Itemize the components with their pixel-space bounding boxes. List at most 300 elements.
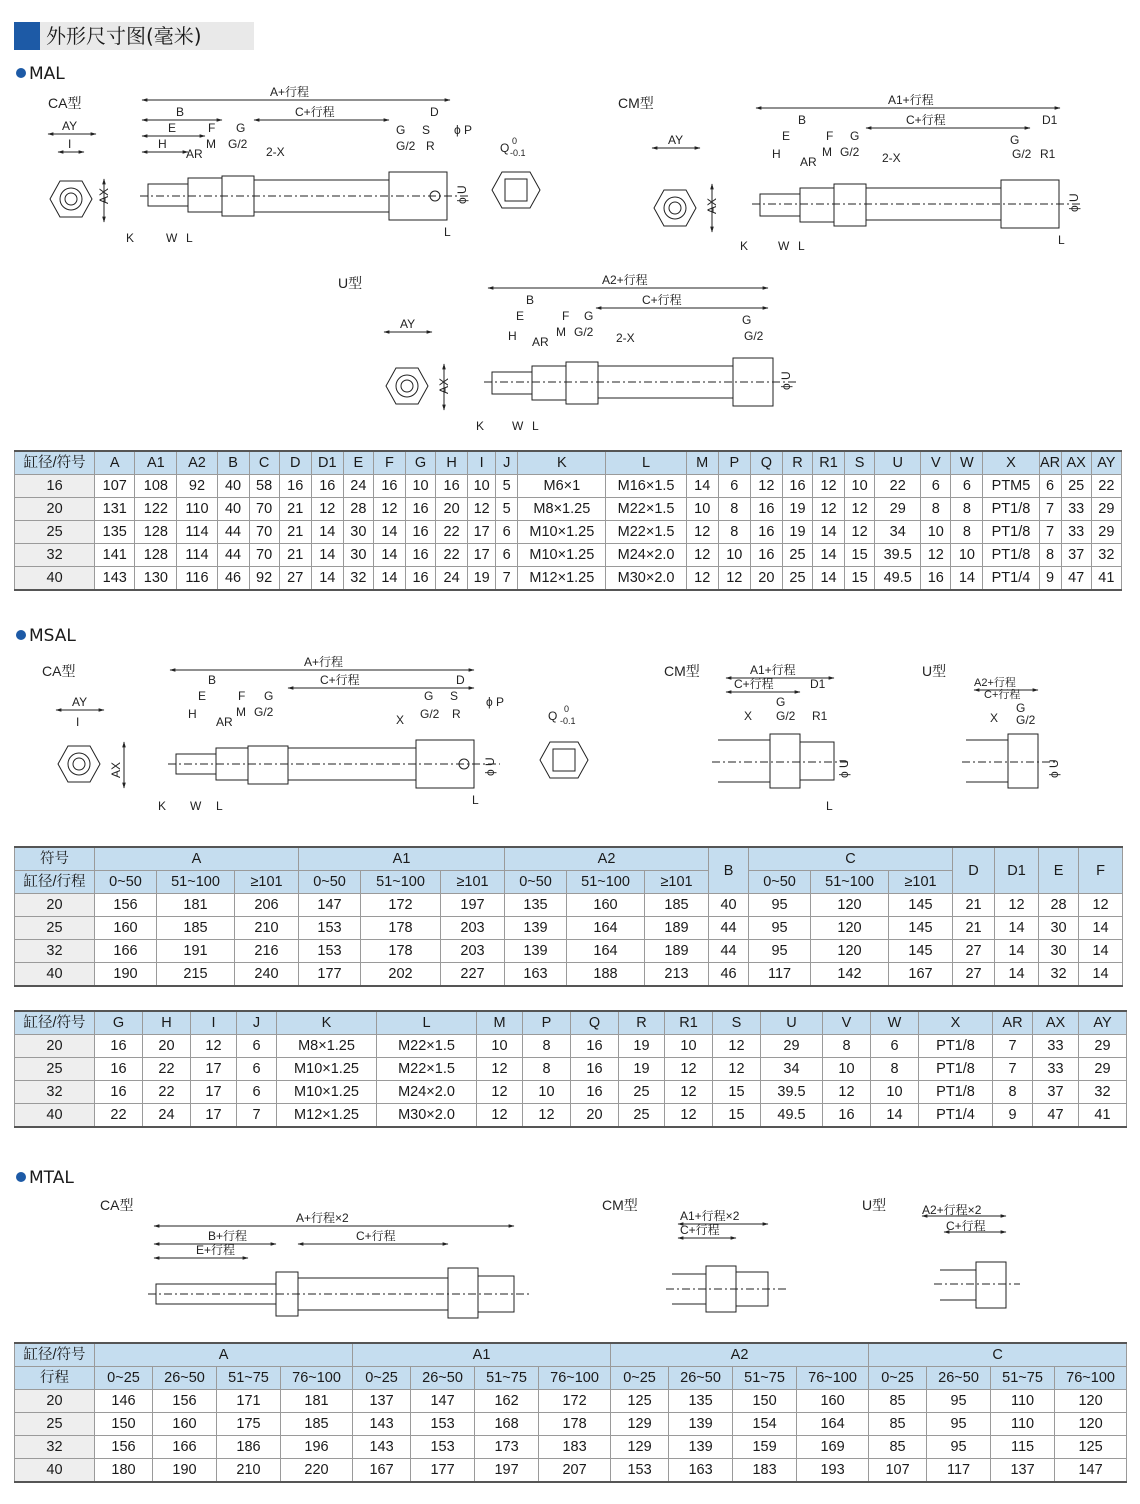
svg-text:2-X: 2-X bbox=[616, 331, 635, 345]
table-cell: 139 bbox=[669, 1413, 733, 1436]
table-cell: 14 bbox=[812, 567, 844, 591]
column-header: F bbox=[373, 451, 405, 475]
mal-u-label: U型 bbox=[338, 275, 363, 291]
svg-text:I: I bbox=[76, 715, 80, 729]
table-cell: 41 bbox=[1091, 567, 1121, 591]
table-cell: 190 bbox=[95, 963, 157, 987]
table-cell: 164 bbox=[567, 940, 645, 963]
svg-text:2-X: 2-X bbox=[882, 151, 901, 165]
table-cell: 6 bbox=[237, 1035, 277, 1058]
svg-text:X: X bbox=[990, 711, 999, 725]
table-cell: 17 bbox=[191, 1081, 237, 1104]
row-header: 32 bbox=[15, 544, 95, 567]
svg-text:G/2: G/2 bbox=[228, 137, 248, 151]
table-cell: 120 bbox=[811, 894, 889, 917]
table-row bbox=[15, 1104, 1127, 1128]
column-header: P bbox=[718, 451, 750, 475]
table-cell: 92 bbox=[249, 567, 279, 591]
table-cell: 16 bbox=[750, 498, 782, 521]
table-cell: 202 bbox=[361, 963, 441, 987]
table-cell: 135 bbox=[505, 894, 567, 917]
svg-text:A1+行程×2: A1+行程×2 bbox=[680, 1209, 740, 1223]
table-cell: 12 bbox=[845, 521, 875, 544]
table-row bbox=[15, 1390, 1127, 1413]
svg-text:0: 0 bbox=[564, 704, 570, 714]
group-header: B bbox=[709, 847, 749, 894]
table-cell: 14 bbox=[1079, 917, 1123, 940]
range-header: 0~50 bbox=[299, 871, 361, 894]
table-cell: 10 bbox=[718, 544, 750, 567]
table-cell: 164 bbox=[567, 917, 645, 940]
mtal-drawings bbox=[0, 1192, 1140, 1332]
table-cell: 39.5 bbox=[875, 544, 921, 567]
group-header: D1 bbox=[995, 847, 1039, 894]
column-header: L bbox=[606, 451, 686, 475]
table-cell: 147 bbox=[1055, 1459, 1127, 1483]
header-square-icon bbox=[14, 22, 40, 50]
table-cell: 29 bbox=[1079, 1035, 1127, 1058]
table-cell: 120 bbox=[1055, 1390, 1127, 1413]
table-cell: 40 bbox=[217, 475, 249, 498]
table-cell: 14 bbox=[995, 940, 1039, 963]
table-cell: 15 bbox=[845, 544, 875, 567]
table-cell: 12 bbox=[686, 544, 718, 567]
group-header: C bbox=[869, 1343, 1127, 1367]
table-cell: 37 bbox=[1061, 544, 1091, 567]
mal-cm-label: CM型 bbox=[618, 95, 654, 111]
svg-text:AY: AY bbox=[62, 119, 78, 133]
svg-text:E: E bbox=[516, 309, 525, 323]
table-cell: 21 bbox=[953, 917, 995, 940]
range-header: 51~75 bbox=[991, 1367, 1055, 1390]
table-cell: 12 bbox=[686, 567, 718, 591]
range-header: 51~75 bbox=[217, 1367, 281, 1390]
column-header: S bbox=[713, 1011, 761, 1035]
group-header: A1 bbox=[353, 1343, 611, 1367]
group-header: A bbox=[95, 1343, 353, 1367]
mal-cm-cylinder bbox=[740, 93, 1081, 253]
table-cell: 27 bbox=[953, 963, 995, 987]
table-cell: 171 bbox=[217, 1390, 281, 1413]
column-header: 缸径/行程 bbox=[15, 871, 95, 894]
table-cell: 173 bbox=[475, 1436, 539, 1459]
svg-text:L: L bbox=[186, 231, 193, 245]
row-header: 25 bbox=[15, 1058, 95, 1081]
table-cell: 17 bbox=[468, 544, 496, 567]
svg-text:ϕ U: ϕ U bbox=[779, 371, 793, 390]
table-cell: 117 bbox=[927, 1459, 991, 1483]
column-header: AR bbox=[1039, 451, 1061, 475]
row-header: 20 bbox=[15, 1390, 95, 1413]
svg-text:A1+行程: A1+行程 bbox=[750, 663, 796, 677]
table-cell: 137 bbox=[353, 1390, 411, 1413]
table-cell: 160 bbox=[797, 1390, 869, 1413]
row-header: 40 bbox=[15, 1104, 95, 1128]
table-cell: 24 bbox=[436, 567, 468, 591]
table-cell: 12 bbox=[823, 1081, 871, 1104]
table-cell: 178 bbox=[361, 940, 441, 963]
range-header: 51~100 bbox=[567, 871, 645, 894]
table-cell: 206 bbox=[235, 894, 299, 917]
table-cell: 8 bbox=[718, 521, 750, 544]
table-cell: 6 bbox=[718, 475, 750, 498]
svg-text:-0.1: -0.1 bbox=[510, 148, 526, 158]
table-cell: 40 bbox=[217, 498, 249, 521]
table-cell: 180 bbox=[95, 1459, 153, 1483]
table-cell: 33 bbox=[1033, 1058, 1079, 1081]
svg-text:C+行程: C+行程 bbox=[320, 673, 360, 687]
svg-text:S: S bbox=[450, 689, 459, 703]
table-cell: 16 bbox=[95, 1035, 143, 1058]
table-cell: 141 bbox=[95, 544, 135, 567]
column-header: X bbox=[983, 451, 1039, 475]
table-cell: 9 bbox=[1039, 567, 1061, 591]
svg-text:D1: D1 bbox=[810, 677, 826, 691]
table-cell: 25 bbox=[619, 1081, 665, 1104]
msal-dimension-table-1 bbox=[14, 846, 1123, 987]
table-cell: 7 bbox=[993, 1035, 1033, 1058]
table-cell: 32 bbox=[1039, 963, 1079, 987]
table-cell: 70 bbox=[249, 521, 279, 544]
column-header: K bbox=[277, 1011, 377, 1035]
column-header: AX bbox=[1061, 451, 1091, 475]
table-cell: 8 bbox=[523, 1035, 571, 1058]
table-cell: 203 bbox=[441, 917, 505, 940]
table-cell: 19 bbox=[782, 521, 812, 544]
table-cell: 25 bbox=[619, 1104, 665, 1128]
table-cell: 12 bbox=[477, 1081, 523, 1104]
table-cell: 143 bbox=[95, 567, 135, 591]
table-cell: 95 bbox=[749, 940, 811, 963]
table-cell: 185 bbox=[157, 917, 235, 940]
table-cell: 213 bbox=[645, 963, 709, 987]
svg-text:Q: Q bbox=[548, 709, 558, 723]
table-cell: 130 bbox=[135, 567, 177, 591]
table-cell: 29 bbox=[875, 498, 921, 521]
table-cell: 8 bbox=[921, 498, 951, 521]
table-cell: 160 bbox=[153, 1413, 217, 1436]
table-cell: 210 bbox=[235, 917, 299, 940]
group-header: D bbox=[953, 847, 995, 894]
table-cell: 8 bbox=[871, 1058, 919, 1081]
table-cell: 8 bbox=[1039, 544, 1061, 567]
table-cell: 115 bbox=[991, 1436, 1055, 1459]
range-header: 26~50 bbox=[153, 1367, 217, 1390]
table-cell: 22 bbox=[1091, 475, 1121, 498]
table-cell: 27 bbox=[279, 567, 311, 591]
table-cell: M6×1 bbox=[518, 475, 606, 498]
table-cell: 22 bbox=[95, 1104, 143, 1128]
column-header: D bbox=[279, 451, 311, 475]
column-header: C bbox=[249, 451, 279, 475]
msal-cm-label: CM型 bbox=[664, 663, 700, 679]
column-header: M bbox=[477, 1011, 523, 1035]
table-cell: 108 bbox=[135, 475, 177, 498]
msal-dimension-table-2 bbox=[14, 1010, 1127, 1128]
table-cell: 203 bbox=[441, 940, 505, 963]
range-header: 51~75 bbox=[733, 1367, 797, 1390]
table-row bbox=[15, 498, 1122, 521]
svg-text:L: L bbox=[798, 239, 805, 253]
table-cell: M24×2.0 bbox=[377, 1081, 477, 1104]
table-cell: 172 bbox=[361, 894, 441, 917]
table-cell: 30 bbox=[343, 544, 373, 567]
range-header: 76~100 bbox=[281, 1367, 353, 1390]
svg-text:-0.1: -0.1 bbox=[560, 716, 576, 726]
column-header: 缸径/符号 bbox=[15, 1011, 95, 1035]
svg-text:H: H bbox=[772, 147, 781, 161]
table-cell: 181 bbox=[281, 1390, 353, 1413]
table-cell: M10×1.25 bbox=[518, 521, 606, 544]
table-cell: 107 bbox=[869, 1459, 927, 1483]
table-cell: 32 bbox=[343, 567, 373, 591]
group-header: C bbox=[749, 847, 953, 871]
svg-text:G: G bbox=[424, 689, 434, 703]
svg-text:A2+行程×2: A2+行程×2 bbox=[922, 1203, 982, 1217]
table-cell: 139 bbox=[669, 1436, 733, 1459]
svg-text:G/2: G/2 bbox=[420, 707, 440, 721]
column-header: B bbox=[217, 451, 249, 475]
range-header: 51~100 bbox=[811, 871, 889, 894]
table-row bbox=[15, 1459, 1127, 1483]
svg-text:B: B bbox=[798, 113, 807, 127]
svg-text:A2+行程: A2+行程 bbox=[974, 677, 1016, 689]
table-cell: 146 bbox=[95, 1390, 153, 1413]
table-cell: 12 bbox=[995, 894, 1039, 917]
table-cell: 177 bbox=[411, 1459, 475, 1483]
table-cell: 14 bbox=[995, 963, 1039, 987]
range-header: 0~50 bbox=[505, 871, 567, 894]
table-row bbox=[15, 1436, 1127, 1459]
table-cell: 29 bbox=[761, 1035, 823, 1058]
table-cell: 34 bbox=[761, 1058, 823, 1081]
row-header: 32 bbox=[15, 1436, 95, 1459]
svg-text:G/2: G/2 bbox=[840, 145, 860, 159]
table-cell: PT1/8 bbox=[983, 521, 1039, 544]
column-header: A2 bbox=[177, 451, 217, 475]
table-cell: 34 bbox=[875, 521, 921, 544]
range-header: 76~100 bbox=[797, 1367, 869, 1390]
svg-text:C+行程: C+行程 bbox=[984, 689, 1021, 701]
range-header: 0~25 bbox=[869, 1367, 927, 1390]
table-cell: 70 bbox=[249, 498, 279, 521]
table-cell: 49.5 bbox=[761, 1104, 823, 1128]
table-cell: 22 bbox=[436, 544, 468, 567]
mtal-ca-label: CA型 bbox=[100, 1197, 134, 1213]
table-cell: 189 bbox=[645, 940, 709, 963]
table-cell: 47 bbox=[1033, 1104, 1079, 1128]
table-cell: PT1/8 bbox=[983, 544, 1039, 567]
svg-text:AY: AY bbox=[400, 317, 416, 331]
table-cell: 14 bbox=[311, 567, 343, 591]
svg-text:X: X bbox=[396, 713, 405, 727]
table-cell: 21 bbox=[279, 544, 311, 567]
table-cell: 16 bbox=[373, 475, 405, 498]
table-cell: 120 bbox=[1055, 1413, 1127, 1436]
table-cell: M10×1.25 bbox=[277, 1058, 377, 1081]
table-cell: 145 bbox=[889, 940, 953, 963]
svg-text:G: G bbox=[1010, 133, 1020, 147]
table-cell: 128 bbox=[135, 544, 177, 567]
table-cell: 172 bbox=[539, 1390, 611, 1413]
table-cell: 12 bbox=[812, 498, 844, 521]
table-cell: 16 bbox=[279, 475, 311, 498]
svg-text:D1: D1 bbox=[1042, 113, 1058, 127]
table-cell: 16 bbox=[571, 1035, 619, 1058]
column-header: D1 bbox=[311, 451, 343, 475]
column-header: AY bbox=[1091, 451, 1121, 475]
svg-text:G: G bbox=[264, 689, 274, 703]
table-cell: 193 bbox=[797, 1459, 869, 1483]
table-cell: M30×2.0 bbox=[606, 567, 686, 591]
range-header: 26~50 bbox=[927, 1367, 991, 1390]
svg-text:A+行程: A+行程 bbox=[304, 655, 344, 669]
table-cell: 19 bbox=[782, 498, 812, 521]
column-header: R bbox=[782, 451, 812, 475]
msal-ca-cylinder bbox=[158, 655, 504, 813]
table-cell: 25 bbox=[782, 544, 812, 567]
table-row bbox=[15, 521, 1122, 544]
table-cell: 153 bbox=[411, 1436, 475, 1459]
table-cell: M10×1.25 bbox=[518, 544, 606, 567]
table-cell: 14 bbox=[1079, 940, 1123, 963]
column-header: J bbox=[496, 451, 518, 475]
table-cell: 183 bbox=[733, 1459, 797, 1483]
table-cell: 190 bbox=[153, 1459, 217, 1483]
svg-text:L: L bbox=[444, 225, 451, 239]
table-cell: 10 bbox=[871, 1081, 919, 1104]
table-cell: 117 bbox=[749, 963, 811, 987]
svg-text:W: W bbox=[778, 239, 790, 253]
table-cell: 156 bbox=[95, 894, 157, 917]
table-cell: 197 bbox=[475, 1459, 539, 1483]
row-header: 25 bbox=[15, 1413, 95, 1436]
svg-text:A+行程: A+行程 bbox=[270, 85, 310, 99]
table-cell: 166 bbox=[95, 940, 157, 963]
msal-ca-label: CA型 bbox=[42, 663, 76, 679]
table-cell: 210 bbox=[217, 1459, 281, 1483]
table-cell: 163 bbox=[669, 1459, 733, 1483]
mtal-ca-cylinder bbox=[148, 1211, 530, 1318]
table-cell: 21 bbox=[279, 521, 311, 544]
row-header: 25 bbox=[15, 521, 95, 544]
bullet-icon bbox=[16, 630, 26, 640]
table-cell: 125 bbox=[1055, 1436, 1127, 1459]
svg-text:G: G bbox=[742, 313, 752, 327]
column-header: X bbox=[919, 1011, 993, 1035]
table-cell: 207 bbox=[539, 1459, 611, 1483]
table-cell: 166 bbox=[153, 1436, 217, 1459]
table-cell: 122 bbox=[135, 498, 177, 521]
svg-text:L: L bbox=[826, 799, 833, 813]
table-cell: 240 bbox=[235, 963, 299, 987]
table-cell: 12 bbox=[477, 1058, 523, 1081]
table-cell: 14 bbox=[373, 544, 405, 567]
svg-text:AX: AX bbox=[97, 187, 111, 204]
table-cell: 6 bbox=[951, 475, 983, 498]
table-row bbox=[15, 917, 1123, 940]
table-cell: 143 bbox=[353, 1413, 411, 1436]
table-cell: 12 bbox=[477, 1104, 523, 1128]
table-cell: 156 bbox=[153, 1390, 217, 1413]
column-header: I bbox=[468, 451, 496, 475]
table-cell: 32 bbox=[1079, 1081, 1127, 1104]
table-cell: PT1/8 bbox=[919, 1081, 993, 1104]
table-cell: 44 bbox=[709, 940, 749, 963]
svg-text:H: H bbox=[508, 329, 517, 343]
column-header: M bbox=[686, 451, 718, 475]
table-cell: 44 bbox=[709, 917, 749, 940]
table-cell: 125 bbox=[611, 1390, 669, 1413]
column-header: AY bbox=[1079, 1011, 1127, 1035]
row-header: 32 bbox=[15, 940, 95, 963]
table-cell: 6 bbox=[496, 521, 518, 544]
table-cell: 139 bbox=[505, 917, 567, 940]
table-cell: 10 bbox=[951, 544, 983, 567]
svg-text:ϕ P: ϕ P bbox=[486, 695, 505, 709]
svg-text:AX: AX bbox=[437, 377, 451, 394]
section-header bbox=[14, 22, 254, 50]
table-cell: 19 bbox=[619, 1058, 665, 1081]
table-cell: 145 bbox=[889, 917, 953, 940]
svg-text:G: G bbox=[236, 121, 246, 135]
table-cell: 178 bbox=[361, 917, 441, 940]
range-header: ≥101 bbox=[645, 871, 709, 894]
table-cell: 16 bbox=[405, 498, 435, 521]
table-cell: 14 bbox=[373, 567, 405, 591]
table-cell: 167 bbox=[889, 963, 953, 987]
table-cell: 85 bbox=[869, 1436, 927, 1459]
table-cell: 120 bbox=[811, 940, 889, 963]
table-cell: 20 bbox=[436, 498, 468, 521]
table-cell: 114 bbox=[177, 544, 217, 567]
table-cell: 143 bbox=[353, 1436, 411, 1459]
table-cell: 107 bbox=[95, 475, 135, 498]
table-cell: 15 bbox=[845, 567, 875, 591]
table-cell: 14 bbox=[871, 1104, 919, 1128]
svg-text:F: F bbox=[238, 689, 246, 703]
table-cell: 28 bbox=[1039, 894, 1079, 917]
column-header: W bbox=[871, 1011, 919, 1035]
table-cell: 188 bbox=[567, 963, 645, 987]
table-cell: 12 bbox=[468, 498, 496, 521]
section-mal: MAL bbox=[16, 64, 65, 84]
table-cell: 191 bbox=[157, 940, 235, 963]
table-cell: 6 bbox=[871, 1035, 919, 1058]
column-header: Q bbox=[750, 451, 782, 475]
svg-text:ϕ U: ϕ U bbox=[837, 759, 851, 778]
table-cell: 12 bbox=[718, 567, 750, 591]
table-cell: 12 bbox=[845, 498, 875, 521]
column-header: J bbox=[237, 1011, 277, 1035]
table-cell: 24 bbox=[343, 475, 373, 498]
table-cell: 29 bbox=[1079, 1058, 1127, 1081]
table-row bbox=[15, 1035, 1127, 1058]
mtal-cm-detail bbox=[666, 1209, 786, 1312]
table-cell: 185 bbox=[281, 1413, 353, 1436]
svg-text:F: F bbox=[562, 309, 570, 323]
table-cell: 20 bbox=[143, 1035, 191, 1058]
table-row bbox=[15, 894, 1123, 917]
svg-text:R1: R1 bbox=[812, 709, 828, 723]
table-cell: 186 bbox=[217, 1436, 281, 1459]
table-cell: 135 bbox=[669, 1390, 733, 1413]
table-cell: 160 bbox=[95, 917, 157, 940]
svg-text:S: S bbox=[422, 123, 431, 137]
svg-text:C+行程: C+行程 bbox=[946, 1219, 986, 1233]
svg-text:E: E bbox=[168, 121, 177, 135]
table-cell: 29 bbox=[1091, 521, 1121, 544]
